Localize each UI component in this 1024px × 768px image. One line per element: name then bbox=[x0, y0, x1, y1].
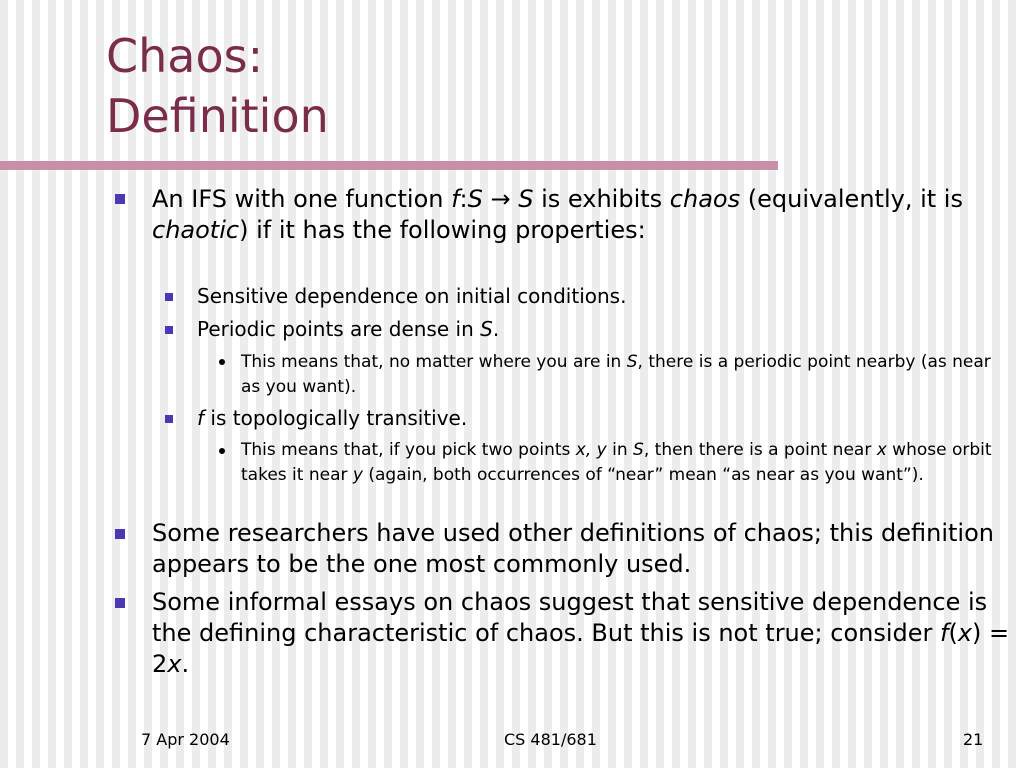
text-italic: x bbox=[876, 440, 887, 460]
bullet-informal-essays bbox=[152, 587, 1012, 680]
text-italic: y bbox=[352, 465, 363, 485]
text: An IFS with one function bbox=[152, 185, 452, 213]
bullet-square-icon bbox=[115, 529, 125, 539]
text: (equivalently, it is bbox=[740, 185, 963, 213]
text: This means that, no matter where you are in bbox=[241, 352, 627, 372]
text: Some informal essays on chaos suggest that sensitive dependence is the defining characteristic of chaos. But this is not true; consider bbox=[152, 588, 988, 647]
text: . bbox=[181, 650, 190, 678]
text-italic: x bbox=[167, 650, 182, 678]
text-italic: f bbox=[940, 619, 949, 647]
text: , then there is a point near bbox=[643, 440, 877, 460]
text-italic: f bbox=[451, 185, 460, 213]
sub-sub-bullet-transitive-explanation bbox=[241, 438, 1001, 488]
sub-sub-bullet-dot-icon bbox=[219, 359, 225, 365]
text-italic: chaos bbox=[669, 185, 741, 213]
text: is exhibits bbox=[533, 185, 670, 213]
bullet-square-icon bbox=[115, 598, 125, 608]
text: , there is a periodic point nearby (as near as you want). bbox=[241, 352, 991, 397]
bullet-ifs-chaos bbox=[152, 184, 1012, 246]
sub-bullet-sensitive-dependence: Sensitive dependence on initial conditions. bbox=[197, 284, 627, 308]
text-italic: chaotic bbox=[152, 216, 240, 244]
footer-course: CS 481/681 bbox=[504, 730, 597, 749]
text: ) if it has the following properties: bbox=[239, 216, 646, 244]
text-italic: S bbox=[480, 317, 493, 341]
text: is topologically transitive. bbox=[204, 406, 468, 430]
text-italic: S bbox=[633, 440, 644, 460]
text: Periodic points are dense in bbox=[197, 317, 481, 341]
text: ( bbox=[948, 619, 958, 647]
text-italic: S bbox=[467, 185, 483, 213]
sub-bullet-transitive bbox=[197, 405, 997, 432]
text: (again, both occurrences of “near” mean “as near as you want”). bbox=[362, 465, 924, 485]
text: . bbox=[492, 317, 500, 341]
text-italic: x bbox=[957, 619, 973, 647]
sub-bullet-square-icon bbox=[165, 326, 173, 334]
text-italic: S bbox=[626, 352, 638, 372]
sub-bullet-periodic-points bbox=[197, 316, 997, 343]
footer-page-number: 21 bbox=[963, 730, 984, 749]
text: ) = 2 bbox=[152, 619, 1010, 678]
text-italic: x, y bbox=[575, 440, 607, 460]
text-italic: S bbox=[518, 185, 534, 213]
text: This means that, if you pick two points bbox=[241, 440, 576, 460]
bullet-other-definitions: Some researchers have used other definitions of chaos; this definition appears to be the one most commonly used. bbox=[152, 519, 994, 578]
text: in bbox=[606, 440, 634, 460]
sub-sub-bullet-periodic-explanation bbox=[241, 350, 1001, 400]
footer-date: 7 Apr 2004 bbox=[141, 730, 230, 749]
slide-title-line-2: Definition bbox=[106, 89, 329, 143]
text: → bbox=[482, 185, 519, 213]
bullet-square-icon bbox=[115, 194, 125, 204]
slide-title-line-1: Chaos: bbox=[106, 29, 264, 83]
sub-bullet-square-icon bbox=[165, 415, 173, 423]
text: whose orbit takes it near bbox=[241, 440, 992, 485]
text: : bbox=[459, 185, 468, 213]
sub-bullet-square-icon bbox=[165, 293, 173, 301]
text-italic: f bbox=[197, 406, 205, 430]
sub-sub-bullet-dot-icon bbox=[219, 448, 225, 454]
